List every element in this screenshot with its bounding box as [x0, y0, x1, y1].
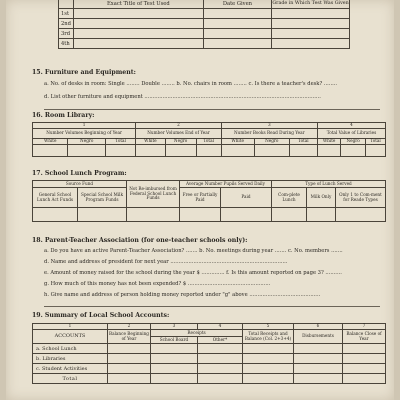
library-sub-negro: Negro — [254, 139, 289, 145]
accounts-cell[interactable] — [151, 364, 198, 374]
test-cell[interactable] — [203, 39, 271, 49]
library-sub-white: White — [33, 139, 68, 145]
test-cell[interactable] — [272, 9, 350, 19]
accounts-cell[interactable] — [243, 364, 294, 374]
accounts-cell[interactable] — [198, 354, 243, 364]
accounts-header: ACCOUNTS — [33, 330, 108, 344]
library-group-header: Total Value of Libraries — [317, 129, 385, 139]
library-cell[interactable] — [165, 145, 196, 157]
accounts-cell[interactable] — [343, 354, 386, 364]
lunch-milk-header: Milk Only — [307, 188, 336, 208]
library-sub-negro: Negro — [165, 139, 196, 145]
test-title-header: Exact Title of Test Used — [73, 0, 203, 9]
accounts-col-num: 2 — [108, 324, 151, 330]
lunch-average-header: Average Number Pupils Served Daily — [180, 181, 272, 188]
accounts-cell[interactable] — [343, 374, 386, 384]
library-group-header: Number Volumes Beginning of Year — [33, 129, 136, 139]
library-sub-white: White — [136, 139, 165, 145]
accounts-cell[interactable] — [294, 374, 343, 384]
accounts-row-label: a. School Lunch — [33, 344, 108, 354]
lunch-cell[interactable] — [336, 208, 386, 222]
accounts-col-num: 1 — [33, 324, 108, 330]
lunch-only-header: Only 1 to Com-ment for Reade Types — [336, 188, 386, 208]
library-cell[interactable] — [366, 145, 386, 157]
lunch-cell[interactable] — [33, 208, 78, 222]
test-cell[interactable] — [203, 19, 271, 29]
test-table-corner — [59, 0, 74, 9]
library-group-header: Number Books Read During Year — [221, 129, 317, 139]
library-sub-total: Total — [106, 139, 136, 145]
library-col-num: 4 — [317, 123, 385, 129]
section-15-a: a. No. of desks in room: Single ........ Double ........ b. No. chairs in room ........ c. Is there a teacher's desk? ........ — [44, 81, 338, 87]
library-sub-total: Total — [196, 139, 221, 145]
library-sub-negro: Negro — [341, 139, 366, 145]
test-cell[interactable] — [272, 19, 350, 29]
accounts-cell[interactable] — [243, 374, 294, 384]
accounts-cell[interactable] — [343, 344, 386, 354]
accounts-row-label: c. Student Activities — [33, 364, 108, 374]
accounts-cell[interactable] — [294, 364, 343, 374]
lunch-cell[interactable] — [307, 208, 336, 222]
test-cell[interactable] — [73, 39, 203, 49]
library-sub-total: Total — [289, 139, 317, 145]
form-page — [6, 0, 394, 400]
accounts-col-num: 4 — [198, 324, 243, 330]
library-col-num: 2 — [136, 123, 221, 129]
accounts-col-num: 3 — [151, 324, 198, 330]
lunch-cell[interactable] — [78, 208, 127, 222]
lunch-not-reimbursed-header: Not Re-imbursed from Federal School Lunch Funds — [127, 181, 180, 208]
section-18-a: a. Do you have an active Parent-Teacher Association? ....... b. No. meetings during year ....... c. No. members ....... — [44, 248, 343, 254]
disbursements-header: Disbursements — [294, 330, 343, 344]
library-col-num: 1 — [33, 123, 136, 129]
accounts-cell[interactable] — [198, 344, 243, 354]
accounts-col-num: 6 — [294, 324, 343, 330]
accounts-cell[interactable] — [108, 374, 151, 384]
section-15-d: d. List other furniture and equipment ........................................................................................................... — [44, 94, 321, 100]
accounts-cell[interactable] — [294, 354, 343, 364]
fill-line — [44, 306, 380, 307]
library-sub-white: White — [317, 139, 340, 145]
lunch-cell[interactable] — [221, 208, 272, 222]
accounts-cell[interactable] — [343, 364, 386, 374]
test-table — [58, 0, 350, 49]
section-18-e: e. Amount of money raised for the school during the year $ .............. f. Is this amount reported on page 3? .......... — [44, 270, 342, 276]
library-cell[interactable] — [221, 145, 254, 157]
accounts-col-num: 5 — [243, 324, 294, 330]
lunch-cell[interactable] — [272, 208, 307, 222]
library-sub-negro: Negro — [68, 139, 106, 145]
lunch-complete-header: Com-plete Lunch — [272, 188, 307, 208]
lunch-special-header: Special School Milk Program Funds — [78, 188, 127, 208]
accounts-cell[interactable] — [243, 344, 294, 354]
lunch-cell[interactable] — [180, 208, 221, 222]
test-cell[interactable] — [272, 39, 350, 49]
accounts-cell[interactable] — [108, 344, 151, 354]
test-cell[interactable] — [73, 29, 203, 39]
lunch-cell[interactable] — [127, 208, 180, 222]
accounts-row-label: b. Libraries — [33, 354, 108, 364]
section-15-title: 15. Furniture and Equipment: — [32, 69, 136, 76]
accounts-table — [32, 323, 386, 384]
lunch-general-header: General School Lunch Act Funds — [33, 188, 78, 208]
library-table — [32, 122, 386, 157]
test-grade-header: Grade in Which Test Was Given — [272, 0, 350, 9]
library-cell[interactable] — [289, 145, 317, 157]
test-cell[interactable] — [203, 9, 271, 19]
accounts-cell[interactable] — [151, 374, 198, 384]
test-cell[interactable] — [203, 29, 271, 39]
accounts-cell[interactable] — [108, 354, 151, 364]
library-col-num: 3 — [221, 123, 317, 129]
section-18-d: d. Name and address of president for next year ....................................................................... — [44, 259, 288, 265]
test-date-header: Date Given — [203, 0, 271, 9]
accounts-cell[interactable] — [198, 364, 243, 374]
test-cell[interactable] — [272, 29, 350, 39]
accounts-cell[interactable] — [151, 344, 198, 354]
fill-line — [44, 109, 380, 110]
library-cell[interactable] — [341, 145, 366, 157]
section-19-title: 19. Summary of Local School Accounts: — [32, 312, 170, 319]
section-16-title: 16. Room Library: — [32, 112, 95, 119]
accounts-cell[interactable] — [151, 354, 198, 364]
section-18-g: g. How much of this money has not been expended? $ .................................................. — [44, 281, 271, 287]
library-cell[interactable] — [254, 145, 289, 157]
balance-close-header: Balance Close of Year — [343, 330, 386, 344]
lunch-paid-header: Paid — [221, 188, 272, 208]
school-board-header: School Board — [151, 337, 198, 344]
accounts-cell[interactable] — [108, 364, 151, 374]
test-row-label: 3rd — [59, 29, 74, 39]
section-17-title: 17. School Lunch Program: — [32, 170, 127, 177]
library-cell[interactable] — [106, 145, 136, 157]
library-cell[interactable] — [136, 145, 165, 157]
lunch-table — [32, 180, 386, 222]
section-18-h: h. Give name and address of person holding money reported under "g" above ........................................... — [44, 292, 321, 298]
section-18-title: 18. Parent-Teacher Association (for one-teacher schools only): — [32, 237, 248, 244]
accounts-cell[interactable] — [243, 354, 294, 364]
library-cell[interactable] — [68, 145, 106, 157]
library-cell[interactable] — [33, 145, 68, 157]
balance-begin-header: Balance Beginning of Year — [108, 330, 151, 344]
receipts-header: Receipts — [151, 330, 243, 337]
accounts-cell[interactable] — [294, 344, 343, 354]
library-sub-total: Total — [366, 139, 386, 145]
accounts-cell[interactable] — [198, 374, 243, 384]
lunch-source-header: Source Fund — [33, 181, 127, 188]
test-row-label: 4th — [59, 39, 74, 49]
library-cell[interactable] — [317, 145, 340, 157]
total-receipts-header: Total Receipts and Balance (Col. 2+3+4) — [243, 330, 294, 344]
test-row-label: 2nd — [59, 19, 74, 29]
library-cell[interactable] — [196, 145, 221, 157]
lunch-free-header: Free or Partially Paid — [180, 188, 221, 208]
test-cell[interactable] — [73, 19, 203, 29]
test-cell[interactable] — [73, 9, 203, 19]
test-row-label: 1st — [59, 9, 74, 19]
accounts-total-label: Total — [33, 374, 108, 384]
accounts-col-num: 7 — [343, 324, 386, 330]
other-header: Other* — [198, 337, 243, 344]
lunch-type-header: Type of Lunch Served — [272, 181, 386, 188]
library-sub-white: White — [221, 139, 254, 145]
library-group-header: Number Volumes End of Year — [136, 129, 221, 139]
